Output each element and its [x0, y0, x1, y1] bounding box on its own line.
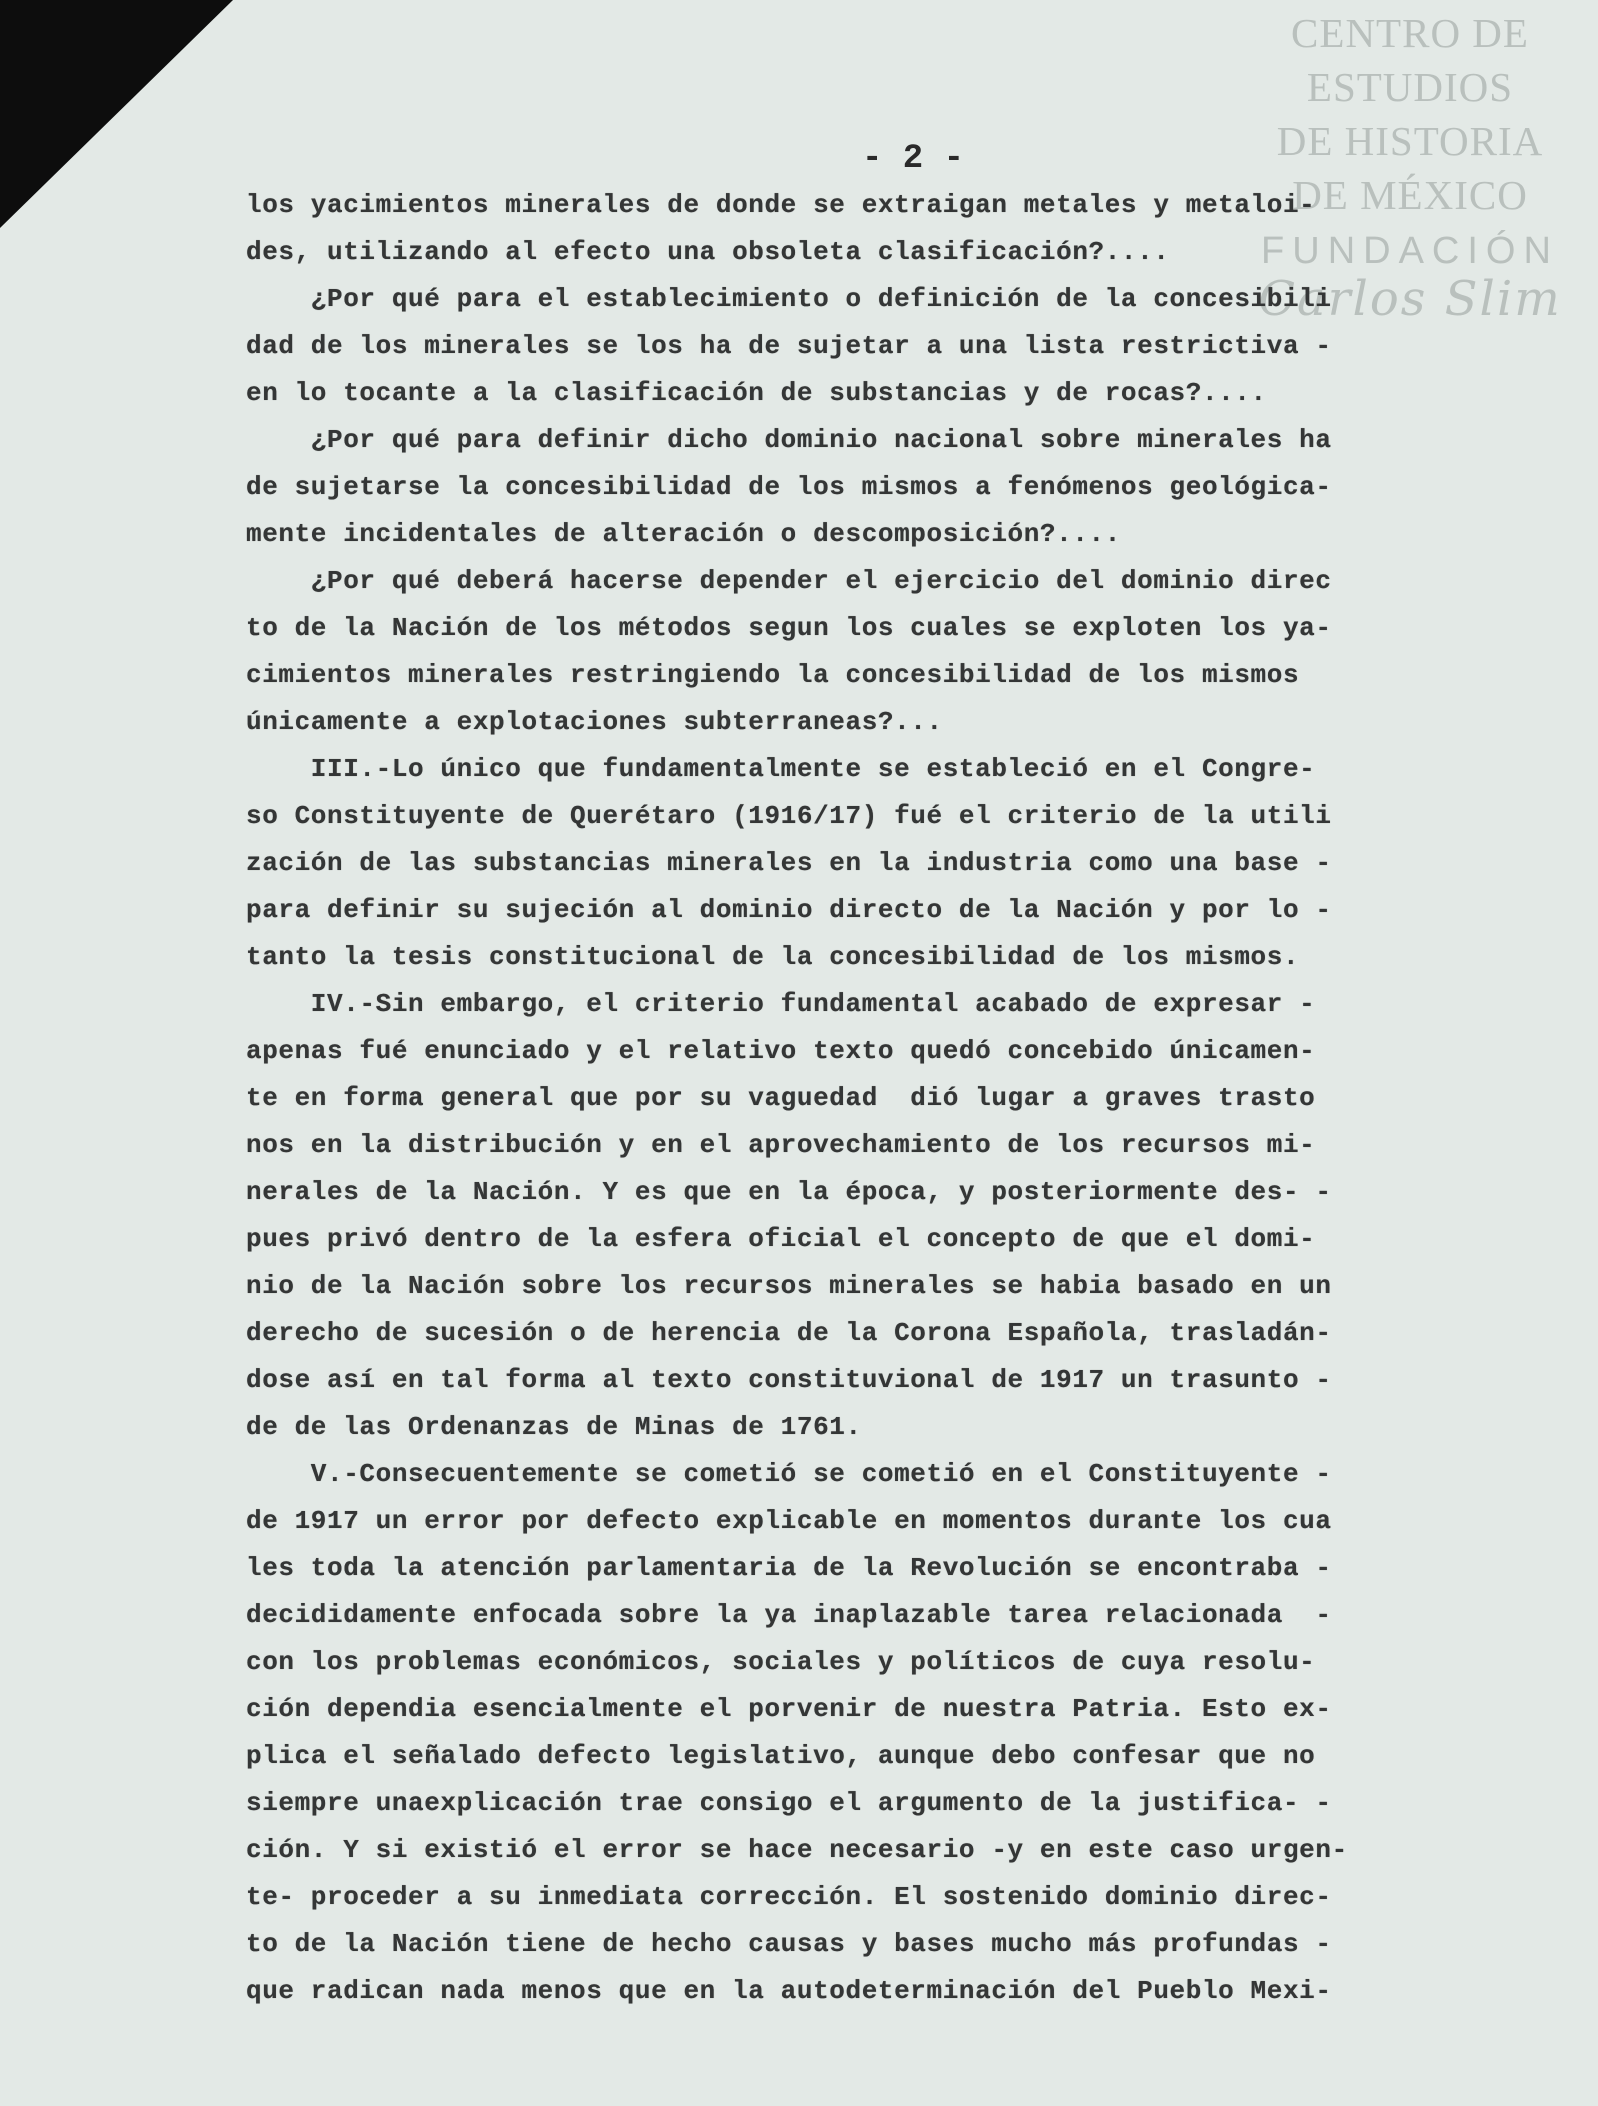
text-line: cimientos minerales restringiendo la concesibilidad de los mismos: [246, 660, 1300, 690]
text-line: V.-Consecuentemente se cometió se cometió en el Constituyente -: [246, 1459, 1332, 1489]
text-line: to de la Nación tiene de hecho causas y bases mucho más profundas -: [246, 1929, 1332, 1959]
watermark-line: DE MÉXICO: [1292, 172, 1528, 218]
text-line: dad de los minerales se los ha de sujetar a una lista restrictiva -: [246, 331, 1332, 361]
text-line: IV.-Sin embargo, el criterio fundamental acabado de expresar -: [246, 989, 1316, 1019]
text-line: de sujetarse la concesibilidad de los mismos a fenómenos geológica-: [246, 472, 1332, 502]
text-line: tanto la tesis constitucional de la concesibilidad de los mismos.: [246, 942, 1300, 972]
text-line: mente incidentales de alteración o descomposición?....: [246, 519, 1121, 549]
watermark-line: DE HISTORIA: [1276, 118, 1544, 164]
text-line: ¿Por qué deberá hacerse depender el ejercicio del dominio direc: [246, 566, 1332, 596]
text-line: so Constituyente de Querétaro (1916/17) fué el criterio de la utili: [246, 801, 1332, 831]
text-line: zación de las substancias minerales en la industria como una base -: [246, 848, 1332, 878]
text-line: te- proceder a su inmediata corrección. El sostenido dominio direc-: [246, 1882, 1332, 1912]
text-line: [246, 2015, 1566, 2062]
text-line: ¿Por qué para definir dicho dominio nacional sobre minerales ha: [246, 425, 1332, 455]
text-line: decididamente enfocada sobre la ya inaplazable tarea relacionada -: [246, 1600, 1332, 1630]
text-line: plica el señalado defecto legislativo, aunque debo confesar que no: [246, 1741, 1316, 1771]
document-body: [246, 182, 1566, 2062]
text-line: siempre unaexplicación trae consigo el argumento de la justifica- -: [246, 1788, 1332, 1818]
page-number: - 2 -: [862, 140, 965, 178]
text-line: te en forma general que por su vaguedad dió lugar a graves trasto: [246, 1083, 1316, 1113]
text-line: para definir su sujeción al dominio directo de la Nación y por lo -: [246, 895, 1332, 925]
watermark-line: CENTRO DE: [1291, 10, 1529, 56]
text-line: en lo tocante a la clasificación de substancias y de rocas?....: [246, 378, 1267, 408]
text-line: apenas fué enunciado y el relativo texto quedó concebido únicamen-: [246, 1036, 1316, 1066]
watermark-line: ESTUDIOS: [1306, 64, 1514, 110]
text-line: de de las Ordenanzas de Minas de 1761.: [246, 1412, 862, 1442]
text-line: derecho de sucesión o de herencia de la Corona Española, trasladán-: [246, 1318, 1332, 1348]
text-line: nio de la Nación sobre los recursos minerales se habia basado en un: [246, 1271, 1332, 1301]
text-line: dose así en tal forma al texto constituvional de 1917 un trasunto -: [246, 1365, 1332, 1395]
text-line: ¿Por qué para el establecimiento o definición de la concesibili: [246, 284, 1332, 314]
text-line: de 1917 un error por defecto explicable en momentos durante los cua: [246, 1506, 1332, 1536]
text-line: ción dependia esencialmente el porvenir de nuestra Patria. Esto ex-: [246, 1694, 1332, 1724]
watermark-signature-logo: Carlos Slim: [1258, 271, 1562, 327]
text-line: ción. Y si existió el error se hace necesario -y en este caso urgen-: [246, 1835, 1348, 1865]
text-line: des, utilizando al efecto una obsoleta clasificación?....: [246, 237, 1170, 267]
watermark-fundacion: FUNDACIÓN: [1261, 230, 1559, 272]
text-line: nos en la distribución y en el aprovechamiento de los recursos mi-: [246, 1130, 1316, 1160]
text-line: les toda la atención parlamentaria de la Revolución se encontraba -: [246, 1553, 1332, 1583]
text-line: pues privó dentro de la esfera oficial el concepto de que el domi-: [246, 1224, 1316, 1254]
text-line: que radican nada menos que en la autodeterminación del Pueblo Mexi-: [246, 1976, 1332, 2006]
text-line: to de la Nación de los métodos segun los cuales se exploten los ya-: [246, 613, 1332, 643]
text-line: III.-Lo único que fundamentalmente se estableció en el Congre-: [246, 754, 1316, 784]
text-line: con los problemas económicos, sociales y políticos de cuya resolu-: [246, 1647, 1316, 1677]
text-line: los yacimientos minerales de donde se extraigan metales y metaloi-: [246, 190, 1316, 220]
text-line: nerales de la Nación. Y es que en la época, y posteriormente des- -: [246, 1177, 1332, 1207]
text-line: únicamente a explotaciones subterraneas?...: [246, 707, 943, 737]
